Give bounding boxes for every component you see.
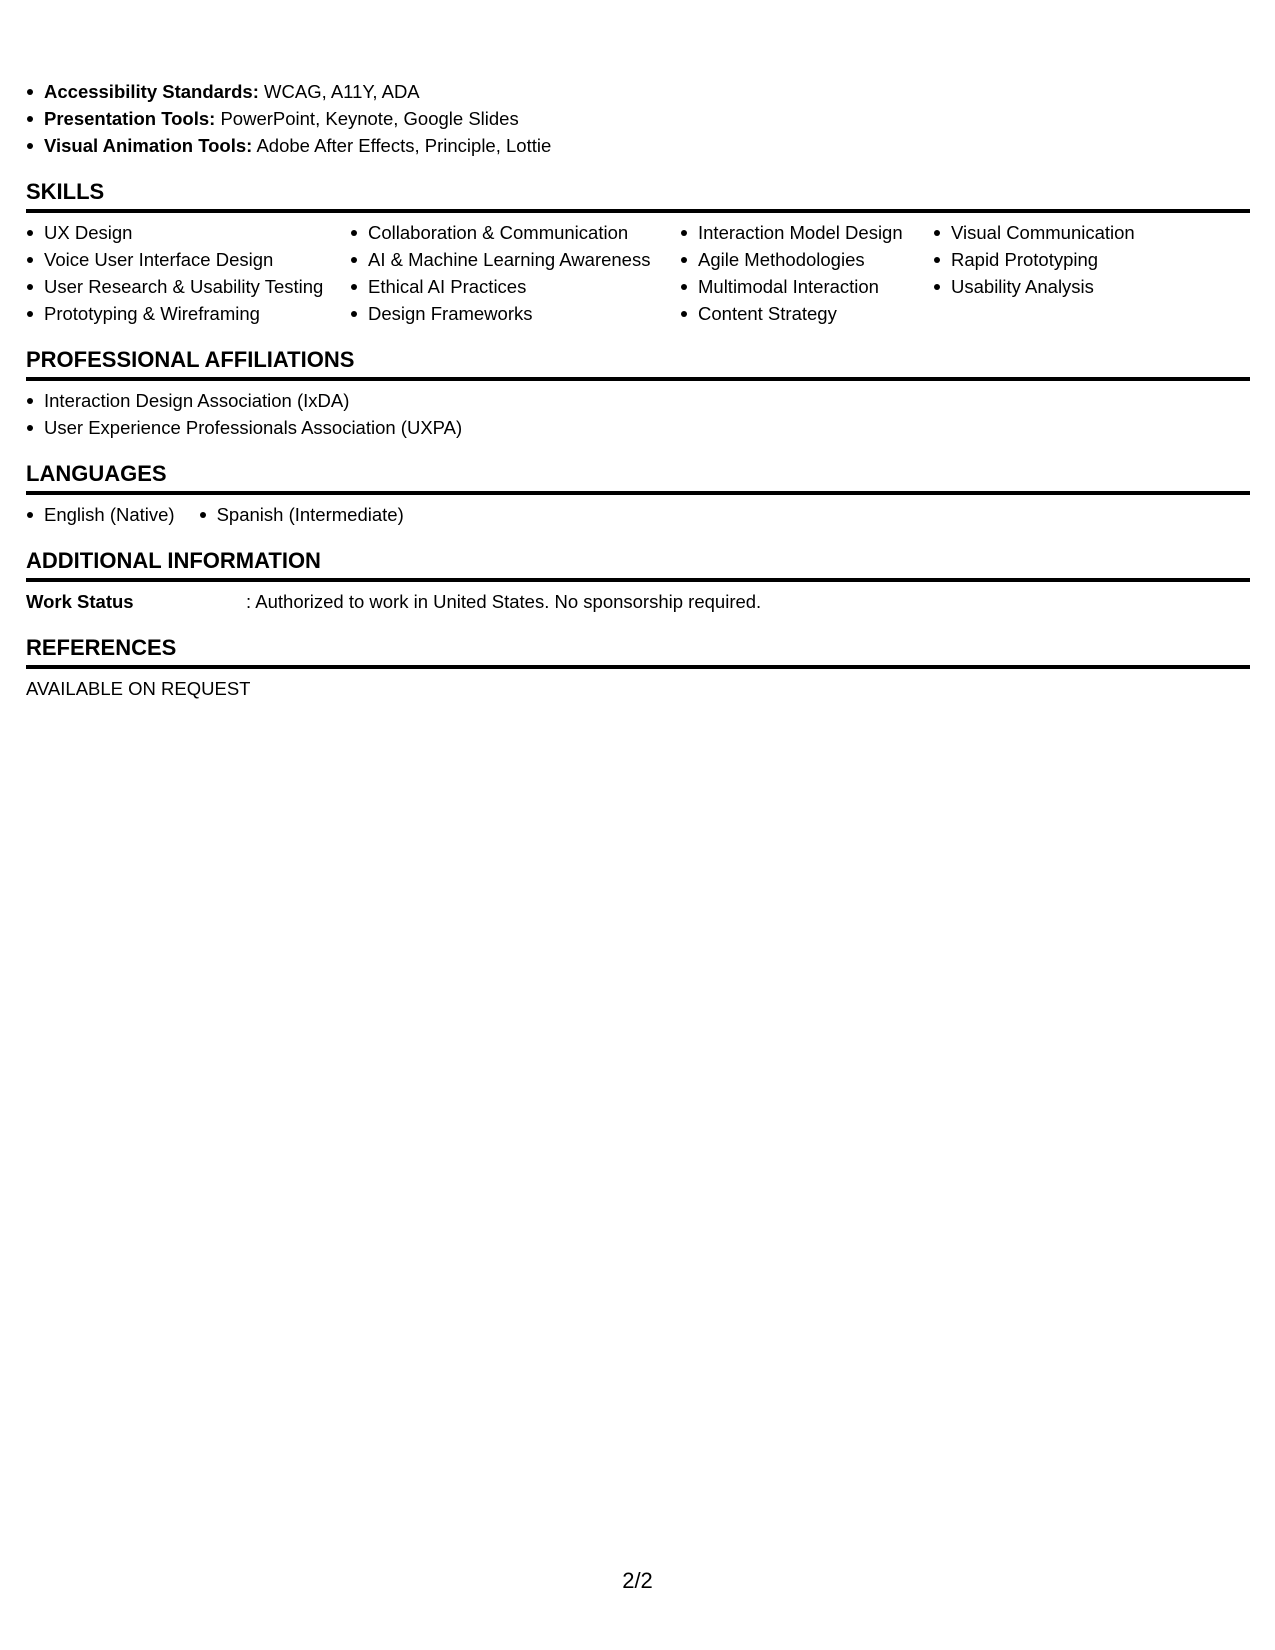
skills-section: [26, 179, 1250, 327]
skill-item: Prototyping & Wireframing: [26, 300, 350, 327]
work-status-row: [26, 588, 1250, 615]
page-number: 2/2: [622, 1568, 653, 1593]
skill-item: Agile Methodologies: [680, 246, 933, 273]
skill-item: Multimodal Interaction: [680, 273, 933, 300]
tool-label: Visual Animation Tools:: [44, 135, 253, 156]
list-item: [26, 105, 1250, 132]
skill-item: Content Strategy: [680, 300, 933, 327]
skills-column: [933, 219, 1233, 327]
skill-item: User Research & Usability Testing: [26, 273, 350, 300]
skill-item: UX Design: [26, 219, 350, 246]
skills-column: [680, 219, 933, 327]
skill-item: Design Frameworks: [350, 300, 680, 327]
section-title-references: REFERENCES: [26, 635, 1250, 669]
list-item: Spanish (Intermediate): [199, 501, 404, 528]
list-item: [26, 132, 1250, 159]
skills-grid: [26, 219, 1250, 327]
skill-item: Voice User Interface Design: [26, 246, 350, 273]
section-title-skills: SKILLS: [26, 179, 1250, 213]
resume-page: [26, 78, 1250, 702]
skill-item: Visual Communication: [933, 219, 1233, 246]
references-section: [26, 635, 1250, 702]
affiliations-section: [26, 347, 1250, 441]
tool-label: Accessibility Standards:: [44, 81, 259, 102]
tool-value: PowerPoint, Keynote, Google Slides: [220, 108, 519, 129]
skill-item: Usability Analysis: [933, 273, 1233, 300]
section-title-affiliations: PROFESSIONAL AFFILIATIONS: [26, 347, 1250, 381]
skill-item: Interaction Model Design: [680, 219, 933, 246]
skill-item: AI & Machine Learning Awareness: [350, 246, 680, 273]
references-text: AVAILABLE ON REQUEST: [26, 678, 251, 699]
list-item: [26, 78, 1250, 105]
skill-item: Ethical AI Practices: [350, 273, 680, 300]
additional-section: [26, 548, 1250, 615]
languages-section: [26, 461, 1250, 528]
tools-list: [26, 78, 1250, 159]
list-item: User Experience Professionals Association (UXPA): [26, 414, 1250, 441]
skill-item: Rapid Prototyping: [933, 246, 1233, 273]
skills-column: [350, 219, 680, 327]
section-title-languages: LANGUAGES: [26, 461, 1250, 495]
list-item: English (Native): [26, 501, 175, 528]
section-title-additional: ADDITIONAL INFORMATION: [26, 548, 1250, 582]
affiliations-list: [26, 387, 1250, 441]
tool-value: WCAG, A11Y, ADA: [264, 81, 420, 102]
tool-value: Adobe After Effects, Principle, Lottie: [256, 135, 552, 156]
work-status-label: Work Status: [26, 591, 134, 612]
work-status-value: : Authorized to work in United States. No sponsorship required.: [246, 591, 762, 612]
languages-list: [26, 501, 1250, 528]
skill-item: Collaboration & Communication: [350, 219, 680, 246]
tool-label: Presentation Tools:: [44, 108, 216, 129]
skills-column: [26, 219, 350, 327]
list-item: Interaction Design Association (IxDA): [26, 387, 1250, 414]
